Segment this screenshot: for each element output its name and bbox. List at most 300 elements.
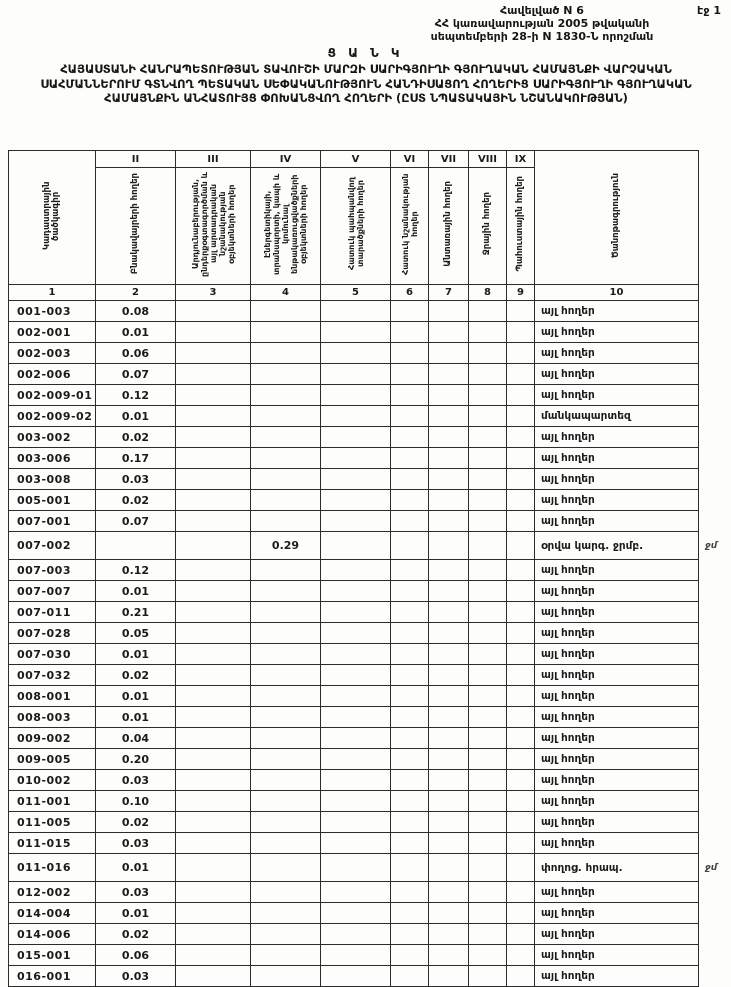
area-value-cell [251, 469, 321, 490]
column-number-10: 10 [535, 285, 699, 301]
table-row [9, 665, 727, 686]
area-value-cell [176, 882, 251, 903]
cadastral-code-cell: 007-001 [9, 511, 96, 532]
area-value-cell [507, 770, 535, 791]
column-header-category-9 [507, 168, 535, 285]
note-cell: այլ հողեր [535, 924, 699, 945]
note-cell: այլ հողեր [535, 686, 699, 707]
column-number-3: 3 [176, 285, 251, 301]
column-header-note-label: Ծանոթագրություն [611, 172, 621, 259]
area-value-cell [176, 812, 251, 833]
area-value-cell [429, 581, 469, 602]
area-value-cell [391, 448, 429, 469]
area-value-cell [507, 749, 535, 770]
area-value-cell [391, 623, 429, 644]
note-cell: այլ հողեր [535, 427, 699, 448]
area-value-cell [251, 406, 321, 427]
area-value-cell [429, 532, 469, 560]
note-cell: այլ հողեր [535, 812, 699, 833]
area-value-cell [469, 924, 507, 945]
roman-numeral-VIII: VIII [469, 151, 507, 168]
area-value-cell [429, 322, 469, 343]
area-value-cell [469, 532, 507, 560]
column-header-note [535, 151, 699, 285]
area-value-cell [391, 945, 429, 966]
roman-numeral-II: II [96, 151, 176, 168]
area-value-cell: 0.01 [96, 707, 176, 728]
margin-annotation [699, 322, 727, 343]
area-value-cell [251, 511, 321, 532]
cadastral-code-cell: 003-002 [9, 427, 96, 448]
area-value-cell [391, 322, 429, 343]
category-header-label: Պահուստային հողեր [515, 176, 525, 272]
area-value-cell [391, 812, 429, 833]
category-header-label: Արդյունաբերության, ընդերքօգտագործման և այլ արտադրական նշանակության օբյեկտների հողեր [190, 171, 236, 277]
area-value-cell [321, 364, 391, 385]
area-value-cell [469, 560, 507, 581]
margin-annotation: ջմ [705, 862, 718, 873]
area-value-cell: 0.01 [96, 644, 176, 665]
area-value-cell [251, 301, 321, 322]
area-value-cell [507, 364, 535, 385]
cadastral-code-cell: 011-015 [9, 833, 96, 854]
area-value-cell: 0.01 [96, 581, 176, 602]
area-value-cell [507, 301, 535, 322]
cadastral-code-cell: 014-004 [9, 903, 96, 924]
area-value-cell [507, 707, 535, 728]
area-value-cell: 0.02 [96, 665, 176, 686]
area-value-cell [507, 924, 535, 945]
area-value-cell [251, 581, 321, 602]
cadastral-code-cell: 002-001 [9, 322, 96, 343]
table-row [9, 882, 727, 903]
area-value-cell [507, 406, 535, 427]
area-value-cell [429, 812, 469, 833]
area-value-cell [429, 560, 469, 581]
area-value-cell [391, 427, 429, 448]
area-value-cell [391, 903, 429, 924]
cadastral-code-cell: 007-002 [9, 532, 96, 560]
cadastral-code-cell: 014-006 [9, 924, 96, 945]
cadastral-code-cell: 008-001 [9, 686, 96, 707]
margin-annotation [699, 882, 727, 903]
area-value-cell: 0.06 [96, 945, 176, 966]
note-cell: օրվա կարգ. ջրմբ. [535, 532, 699, 560]
area-value-cell [391, 882, 429, 903]
area-value-cell [391, 602, 429, 623]
area-value-cell [251, 560, 321, 581]
area-value-cell [391, 644, 429, 665]
area-value-cell [251, 882, 321, 903]
table-row [9, 707, 727, 728]
area-value-cell [176, 322, 251, 343]
cadastral-code-cell: 002-006 [9, 364, 96, 385]
area-value-cell [251, 833, 321, 854]
area-value-cell [176, 966, 251, 987]
area-value-cell [321, 882, 391, 903]
cadastral-code-cell: 009-002 [9, 728, 96, 749]
area-value-cell [429, 665, 469, 686]
category-header-label: Հատուկ նշանակության հողեր [400, 173, 419, 275]
area-value-cell [507, 560, 535, 581]
area-value-cell [469, 903, 507, 924]
area-value-cell [251, 364, 321, 385]
area-value-cell [391, 749, 429, 770]
table-row [9, 385, 727, 406]
area-value-cell [507, 644, 535, 665]
area-value-cell [176, 511, 251, 532]
table-row [9, 406, 727, 427]
margin-annotation [699, 791, 727, 812]
cadastral-code-cell: 007-007 [9, 581, 96, 602]
margin-annotation [699, 665, 727, 686]
area-value-cell: 0.03 [96, 966, 176, 987]
area-value-cell: 0.02 [96, 812, 176, 833]
area-value-cell: 0.02 [96, 427, 176, 448]
table-row [9, 301, 727, 322]
area-value-cell [391, 343, 429, 364]
note-cell: այլ հողեր [535, 343, 699, 364]
area-value-cell [176, 665, 251, 686]
area-value-cell [321, 665, 391, 686]
note-cell: այլ հողեր [535, 602, 699, 623]
document-subtitle: ՀԱՅԱՍՏԱՆԻ ՀԱՆՐԱՊԵՏՈՒԹՅԱՆ ՏԱՎՈՒՇԻ ՄԱՐԶԻ ՍԱՐԻԳՅՈՒՂԻ ԳՅՈՒՂԱԿԱՆ ՀԱՄԱՅՆՔԻ ՎԱՐՉԱԿԱՆ ՍԱՀՄԱՆՆԵՐՈՒՄ ԳՏՆՎՈՂ ՊԵՏԱԿԱՆ ՍԵՓԱԿԱՆՈՒԹՅՈՒՆ ՀԱՆԴԻՍԱՑՈՂ ՀՈՂԵՐԻՑ ՍԱՐԻԳՅՈՒՂԻ ԳՅՈՒՂԱԿԱՆ ՀԱՄԱՅՆՔԻՆ ԱՆՀԱՏՈՒՅՑ ՓՈԽԱՆՑՎՈՂ ՀՈՂԵՐԻ (ԸՍՏ ՆՊԱՏԱԿԱՅԻՆ ՆՇԱՆԱԿՈՒԹՅԱՆ) [40, 62, 692, 105]
table-row [9, 644, 727, 665]
area-value-cell [321, 469, 391, 490]
cadastral-code-cell: 007-011 [9, 602, 96, 623]
area-value-cell [469, 343, 507, 364]
area-value-cell [176, 833, 251, 854]
roman-numeral-row [9, 151, 727, 168]
area-value-cell [251, 966, 321, 987]
area-value-cell [429, 770, 469, 791]
margin-annotation [699, 581, 727, 602]
cadastral-code-cell: 007-003 [9, 560, 96, 581]
area-value-cell [251, 385, 321, 406]
area-value-cell [469, 427, 507, 448]
table-row [9, 602, 727, 623]
column-header-category-8 [469, 168, 507, 285]
note-cell: այլ հողեր [535, 511, 699, 532]
area-value-cell: 0.12 [96, 560, 176, 581]
cadastral-code-cell: 010-002 [9, 770, 96, 791]
margin-annotation [699, 924, 727, 945]
cadastral-code-cell: 008-003 [9, 707, 96, 728]
cadastral-code-cell: 005-001 [9, 490, 96, 511]
area-value-cell [176, 301, 251, 322]
area-value-cell [321, 770, 391, 791]
area-value-cell [429, 966, 469, 987]
area-value-cell: 0.08 [96, 301, 176, 322]
margin-annotation [699, 707, 727, 728]
area-value-cell [321, 385, 391, 406]
roman-numeral-VII: VII [429, 151, 469, 168]
area-value-cell [507, 469, 535, 490]
area-value-cell [321, 749, 391, 770]
area-value-cell [429, 707, 469, 728]
area-value-cell [391, 966, 429, 987]
area-value-cell [321, 560, 391, 581]
column-header-category-3 [176, 168, 251, 285]
margin-annotation [699, 812, 727, 833]
column-number-row [9, 285, 727, 301]
table-row [9, 322, 727, 343]
area-value-cell [321, 686, 391, 707]
area-value-cell [176, 364, 251, 385]
table-row [9, 364, 727, 385]
area-value-cell [469, 728, 507, 749]
cadastral-code-cell: 007-030 [9, 644, 96, 665]
area-value-cell [469, 686, 507, 707]
column-number-7: 7 [429, 285, 469, 301]
table-row [9, 623, 727, 644]
area-value-cell [251, 791, 321, 812]
area-value-cell [251, 812, 321, 833]
note-cell: այլ հողեր [535, 770, 699, 791]
area-value-cell [321, 406, 391, 427]
margin-annotation [699, 560, 727, 581]
note-cell: այլ հողեր [535, 448, 699, 469]
area-value-cell [321, 707, 391, 728]
margin-annotation: ջմ [705, 540, 718, 551]
table-row [9, 581, 727, 602]
column-number-8: 8 [469, 285, 507, 301]
area-value-cell [469, 301, 507, 322]
roman-numeral-IX: IX [507, 151, 535, 168]
area-value-cell [251, 686, 321, 707]
area-value-cell [391, 665, 429, 686]
area-value-cell [251, 924, 321, 945]
area-value-cell [321, 854, 391, 882]
column-number-4: 4 [251, 285, 321, 301]
note-cell: այլ հողեր [535, 791, 699, 812]
area-value-cell: 0.02 [96, 490, 176, 511]
area-value-cell [321, 511, 391, 532]
area-value-cell [507, 945, 535, 966]
area-value-cell [469, 707, 507, 728]
note-cell: այլ հողեր [535, 833, 699, 854]
area-value-cell [176, 469, 251, 490]
margin-annotation [699, 770, 727, 791]
column-header-category-4 [251, 168, 321, 285]
note-cell: այլ հողեր [535, 665, 699, 686]
area-value-cell [507, 812, 535, 833]
margin-annotation [699, 490, 727, 511]
column-header-category-6 [391, 168, 429, 285]
document-title: Ց Ա Ն Կ [327, 46, 404, 60]
area-value-cell: 0.20 [96, 749, 176, 770]
area-value-cell: 0.21 [96, 602, 176, 623]
column-header-category-7 [429, 168, 469, 285]
area-value-cell [251, 770, 321, 791]
area-value-cell [469, 966, 507, 987]
area-value-cell: 0.07 [96, 511, 176, 532]
table-row [9, 903, 727, 924]
table-row [9, 448, 727, 469]
area-value-cell: 0.17 [96, 448, 176, 469]
area-value-cell [251, 343, 321, 364]
area-value-cell [429, 644, 469, 665]
area-value-cell [507, 854, 535, 882]
area-value-cell [429, 490, 469, 511]
area-value-cell [176, 448, 251, 469]
area-value-cell [321, 448, 391, 469]
area-value-cell: 0.01 [96, 686, 176, 707]
margin-annotation [699, 602, 727, 623]
area-value-cell [176, 406, 251, 427]
area-value-cell [429, 728, 469, 749]
area-value-cell [176, 770, 251, 791]
area-value-cell [251, 945, 321, 966]
area-value-cell: 0.03 [96, 469, 176, 490]
note-cell: այլ հողեր [535, 903, 699, 924]
area-value-cell: 0.01 [96, 854, 176, 882]
area-value-cell [391, 854, 429, 882]
area-value-cell [176, 623, 251, 644]
area-value-cell [391, 532, 429, 560]
margin-annotation [699, 966, 727, 987]
note-cell: այլ հողեր [535, 581, 699, 602]
area-value-cell [429, 448, 469, 469]
category-header-label: Անտառային հողեր [443, 181, 453, 267]
area-value-cell [251, 623, 321, 644]
area-value-cell [429, 791, 469, 812]
note-cell: այլ հողեր [535, 490, 699, 511]
table-row [9, 490, 727, 511]
area-value-cell [321, 924, 391, 945]
area-value-cell [251, 427, 321, 448]
area-value-cell [429, 364, 469, 385]
area-value-cell [469, 322, 507, 343]
category-header-label: Էներգետիկայի, տրանսպորտի, կապի և կոմունալ ենթակառուցվածքների օբյեկտների հողեր [263, 173, 308, 275]
area-value-cell [176, 560, 251, 581]
area-value-cell [251, 644, 321, 665]
note-cell: այլ հողեր [535, 469, 699, 490]
area-value-cell [391, 728, 429, 749]
area-value-cell [469, 385, 507, 406]
area-value-cell: 0.03 [96, 770, 176, 791]
area-value-cell [251, 728, 321, 749]
column-header-cadastral-code-label: Կադաստրային ծածկագիր [42, 181, 61, 250]
area-value-cell [469, 770, 507, 791]
cadastral-code-cell: 007-032 [9, 665, 96, 686]
area-value-cell [469, 469, 507, 490]
margin-annotation [699, 749, 727, 770]
area-value-cell [391, 301, 429, 322]
area-value-cell [469, 602, 507, 623]
cadastral-code-cell: 007-028 [9, 623, 96, 644]
margin-annotation [699, 343, 727, 364]
area-value-cell [507, 511, 535, 532]
area-value-cell [176, 903, 251, 924]
note-cell: այլ հողեր [535, 644, 699, 665]
margin-annotation [699, 623, 727, 644]
area-value-cell [469, 882, 507, 903]
area-value-cell [321, 490, 391, 511]
area-value-cell [391, 581, 429, 602]
area-value-cell [507, 532, 535, 560]
area-value-cell [507, 966, 535, 987]
note-cell: այլ հողեր [535, 301, 699, 322]
area-value-cell [176, 728, 251, 749]
area-value-cell [469, 581, 507, 602]
table-row [9, 945, 727, 966]
area-value-cell [469, 854, 507, 882]
table-row [9, 686, 727, 707]
area-value-cell [469, 490, 507, 511]
area-value-cell [176, 707, 251, 728]
appendix-reference [392, 4, 692, 43]
margin-annotation [699, 364, 727, 385]
area-value-cell [429, 469, 469, 490]
area-value-cell [321, 728, 391, 749]
page-number: էջ 1 [697, 4, 721, 17]
note-cell: այլ հողեր [535, 749, 699, 770]
area-value-cell [429, 924, 469, 945]
area-value-cell: 0.07 [96, 364, 176, 385]
area-value-cell [391, 490, 429, 511]
area-value-cell [469, 406, 507, 427]
area-value-cell: 0.29 [251, 532, 321, 560]
area-value-cell [429, 833, 469, 854]
area-value-cell: 0.03 [96, 833, 176, 854]
area-value-cell [321, 301, 391, 322]
area-value-cell [507, 728, 535, 749]
area-value-cell [321, 833, 391, 854]
area-value-cell: 0.02 [96, 924, 176, 945]
land-transfer-table [8, 150, 727, 987]
area-value-cell [391, 770, 429, 791]
cadastral-code-cell: 002-009-02 [9, 406, 96, 427]
note-cell: փողոց. հրապ. [535, 854, 699, 882]
column-number-2: 2 [96, 285, 176, 301]
area-value-cell [429, 882, 469, 903]
appendix-line-3: սեպտեմբերի 28-ի N 1830-Ն որոշման [430, 30, 654, 43]
margin-annotation [699, 511, 727, 532]
area-value-cell [321, 791, 391, 812]
area-value-cell [176, 945, 251, 966]
area-value-cell [507, 602, 535, 623]
area-value-cell [251, 749, 321, 770]
area-value-cell [507, 490, 535, 511]
table-row [9, 833, 727, 854]
margin-annotation [699, 385, 727, 406]
area-value-cell [507, 882, 535, 903]
area-value-cell [507, 448, 535, 469]
area-value-cell [507, 833, 535, 854]
appendix-line-2: ՀՀ կառավարության 2005 թվականի [434, 17, 650, 30]
area-value-cell [469, 623, 507, 644]
margin-annotation [699, 644, 727, 665]
cadastral-code-cell: 003-006 [9, 448, 96, 469]
note-cell: այլ հողեր [535, 707, 699, 728]
area-value-cell [469, 749, 507, 770]
margin-annotation [699, 903, 727, 924]
area-value-cell [321, 343, 391, 364]
area-value-cell [429, 686, 469, 707]
margin-annotation [699, 427, 727, 448]
table-row [9, 511, 727, 532]
area-value-cell [321, 532, 391, 560]
area-value-cell [321, 812, 391, 833]
column-number-5: 5 [321, 285, 391, 301]
table-row [9, 749, 727, 770]
cadastral-code-cell: 012-002 [9, 882, 96, 903]
area-value-cell: 0.01 [96, 322, 176, 343]
table-row [9, 924, 727, 945]
note-cell: այլ հողեր [535, 322, 699, 343]
area-value-cell [507, 665, 535, 686]
